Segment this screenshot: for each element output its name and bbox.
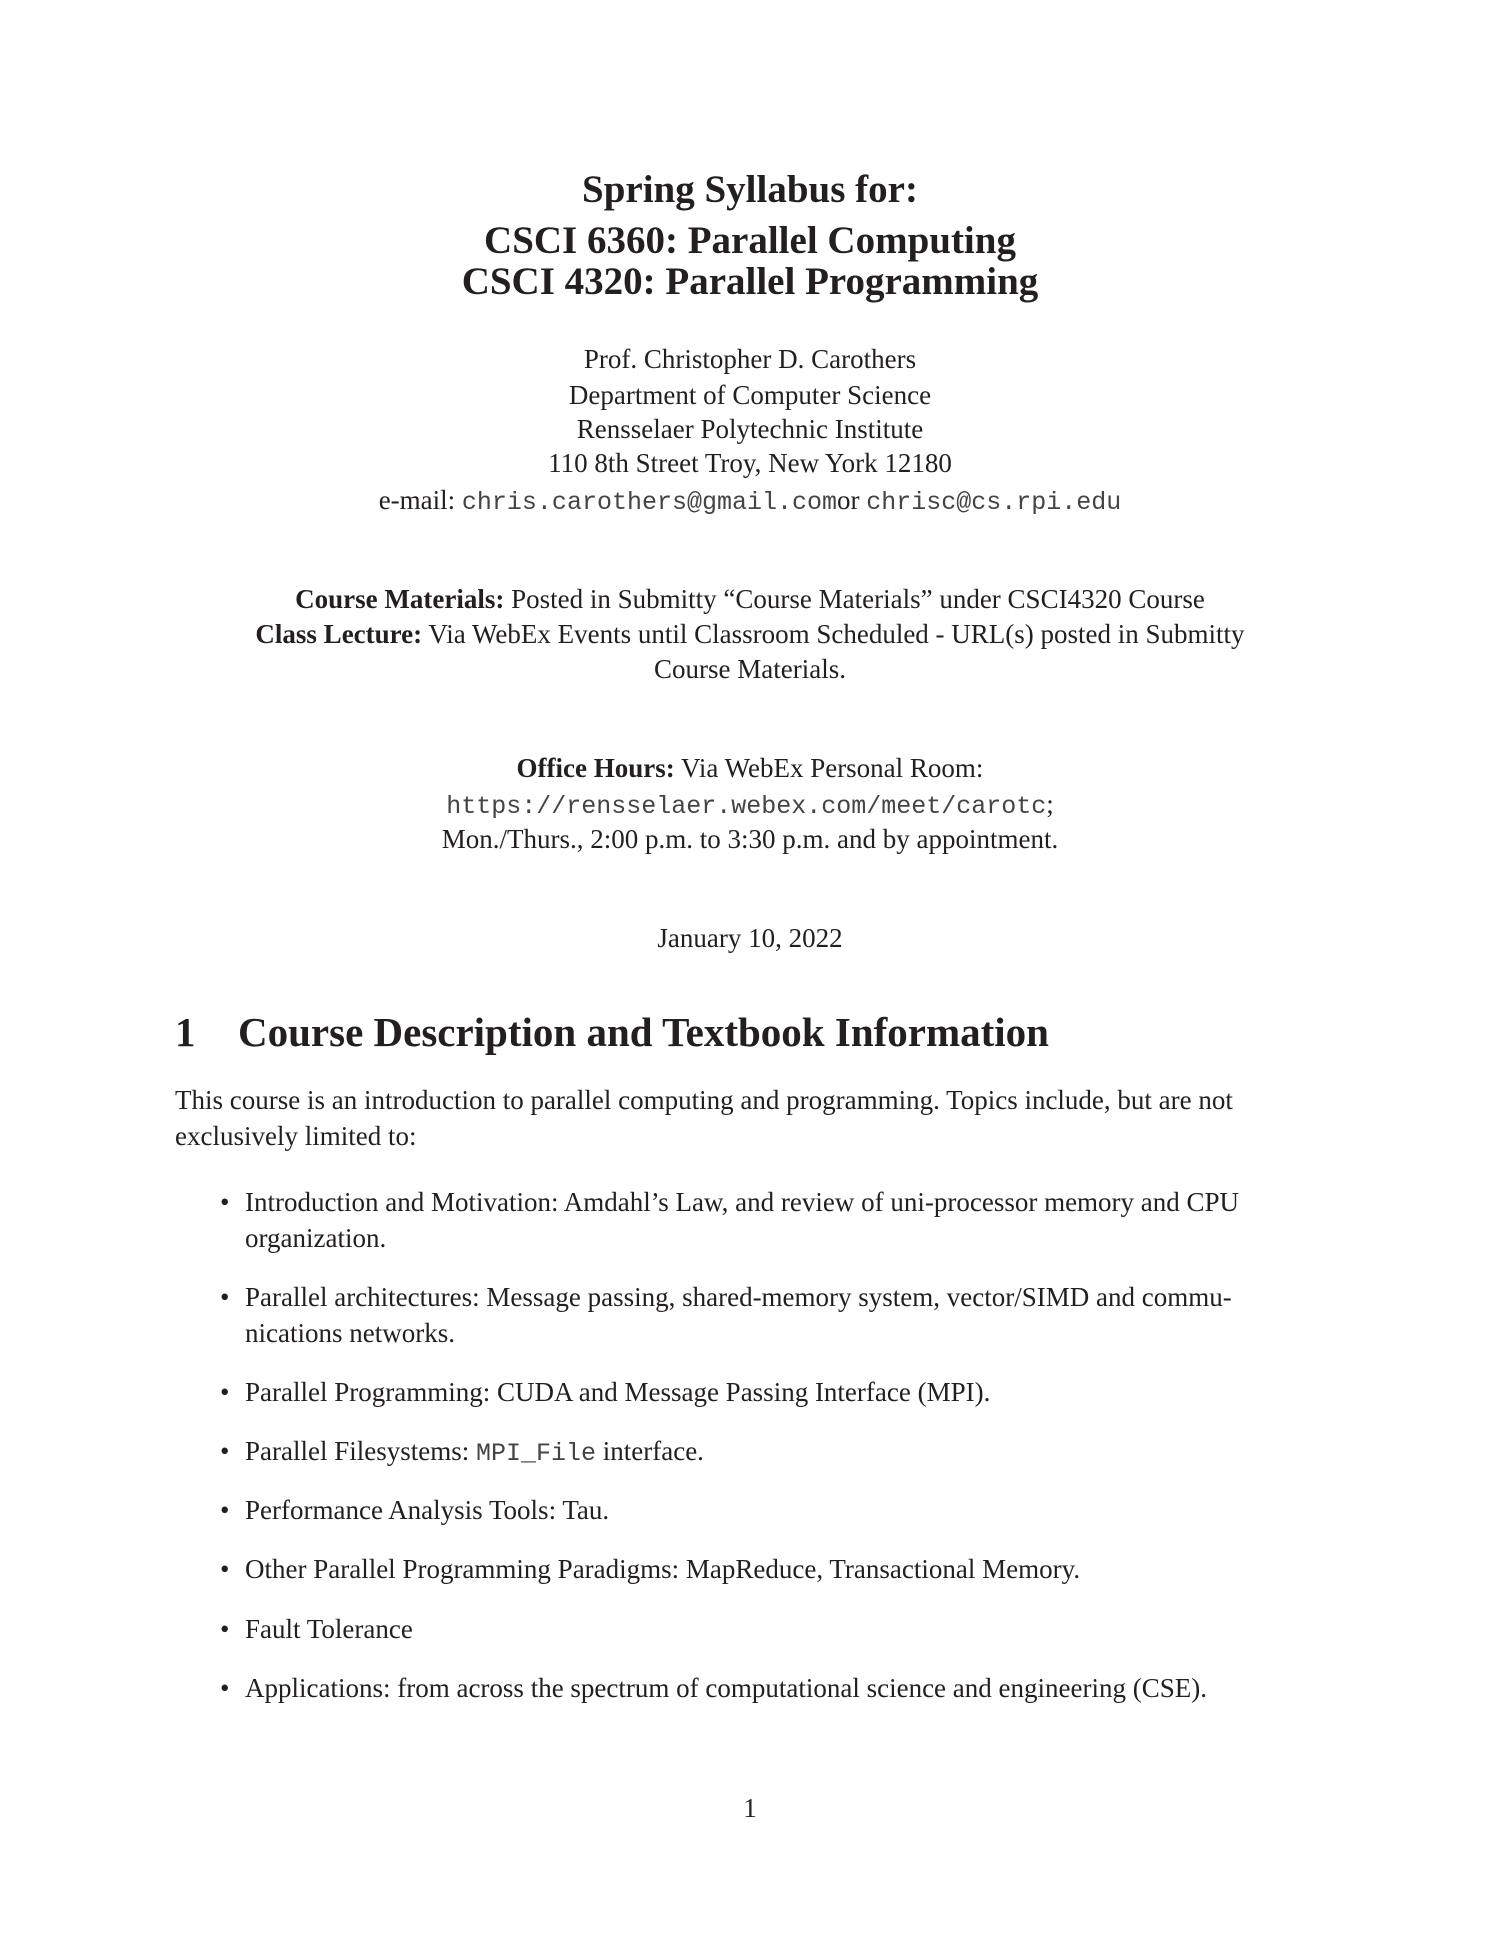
author-address: 110 8th Street Troy, New York 12180 [548, 448, 952, 478]
course-materials-label: Course Materials: [295, 584, 505, 614]
class-lecture-label: Class Lecture: [255, 619, 423, 649]
bullet-icon: • [220, 1614, 230, 1644]
title-line-3: CSCI 4320: Parallel Programming [461, 260, 1039, 303]
course-materials-line [0, 581, 1500, 617]
title-line-2: CSCI 6360: Parallel Computing [484, 219, 1016, 262]
list-item-text: Other Parallel Programming Paradigms: MapReduce, Transactional Memory. [245, 1554, 1081, 1584]
email-link-gmail[interactable]: chris.carothers@gmail.com [461, 488, 837, 517]
author-name: Prof. Christopher D. Carothers [583, 344, 917, 374]
bullet-icon: • [220, 1673, 230, 1703]
list-item-text: Parallel Programming: CUDA and Message Passing Interface (MPI). [245, 1377, 991, 1407]
class-lecture-line [0, 616, 1500, 652]
url-suffix: ; [1046, 789, 1054, 819]
bullet-icon: • [220, 1377, 230, 1407]
bullet-icon: • [220, 1495, 230, 1525]
list-item-text-post: interface. [596, 1436, 704, 1466]
document-date: January 10, 2022 [657, 923, 843, 953]
author-institute: Rensselaer Polytechnic Institute [576, 414, 924, 444]
bullet-icon: • [220, 1554, 230, 1584]
bullet-icon: • [220, 1187, 230, 1217]
title-line-1: Spring Syllabus for: [582, 168, 918, 211]
list-item-text-cont: nications networks. [245, 1318, 455, 1348]
list-item-text-pre: Parallel Filesystems: [245, 1436, 476, 1466]
webex-url-link[interactable]: https://rensselaer.webex.com/meet/carotc [446, 792, 1047, 821]
office-hours-times: Mon./Thurs., 2:00 p.m. to 3:30 p.m. and by appointment. [441, 824, 1059, 854]
list-item-text-cont: organization. [245, 1223, 387, 1253]
list-item-text [245, 1433, 1340, 1472]
email-label: e-mail: [378, 485, 456, 515]
page-number: 1 [743, 1793, 757, 1823]
email-link-rpi[interactable]: chrisc@cs.rpi.edu [866, 488, 1122, 517]
list-item [220, 1374, 1340, 1410]
section-number: 1 [175, 1009, 196, 1055]
list-item-text: Applications: from across the spectrum of computational science and engineering (CSE). [245, 1673, 1207, 1703]
list-item-text: Performance Analysis Tools: Tau. [245, 1495, 610, 1525]
email-or: or [836, 485, 860, 515]
list-item-text: Fault Tolerance [245, 1614, 413, 1644]
list-item [220, 1433, 1340, 1472]
author-email-line [0, 482, 1500, 521]
list-item [220, 1492, 1340, 1528]
bullet-icon: • [220, 1436, 230, 1466]
list-item [220, 1184, 1340, 1256]
code-mpi-file: MPI_File [475, 1439, 597, 1468]
list-item-text: Parallel architectures: Message passing, shared-memory system, vector/SIMD and commu- [245, 1282, 1232, 1312]
office-hours-label: Office Hours: [516, 753, 675, 783]
section-intro-line-1: This course is an introduction to parallel computing and programming. Topics include, but are not [175, 1085, 1233, 1115]
list-item [220, 1611, 1340, 1647]
section-heading [175, 1008, 1049, 1056]
class-lecture-text-2: Course Materials. [654, 654, 846, 684]
list-item-text: Introduction and Motivation: Amdahl’s Law, and review of uni-processor memory and CPU [245, 1187, 1240, 1217]
course-materials-text: Posted in Submitty “Course Materials” under CSCI4320 Course [511, 584, 1205, 614]
list-item [220, 1670, 1340, 1706]
section-title: Course Description and Textbook Information [238, 1009, 1049, 1055]
section-intro-line-2: exclusively limited to: [175, 1121, 417, 1151]
office-hours-text: Via WebEx Personal Room: [681, 753, 984, 783]
author-department: Department of Computer Science [568, 380, 932, 410]
list-item [220, 1551, 1340, 1587]
list-item [220, 1279, 1340, 1351]
office-hours-url-line [0, 786, 1500, 825]
office-hours-line [0, 750, 1500, 786]
bullet-icon: • [220, 1282, 230, 1312]
class-lecture-text: Via WebEx Events until Classroom Scheduled - URL(s) posted in Submitty [428, 619, 1245, 649]
